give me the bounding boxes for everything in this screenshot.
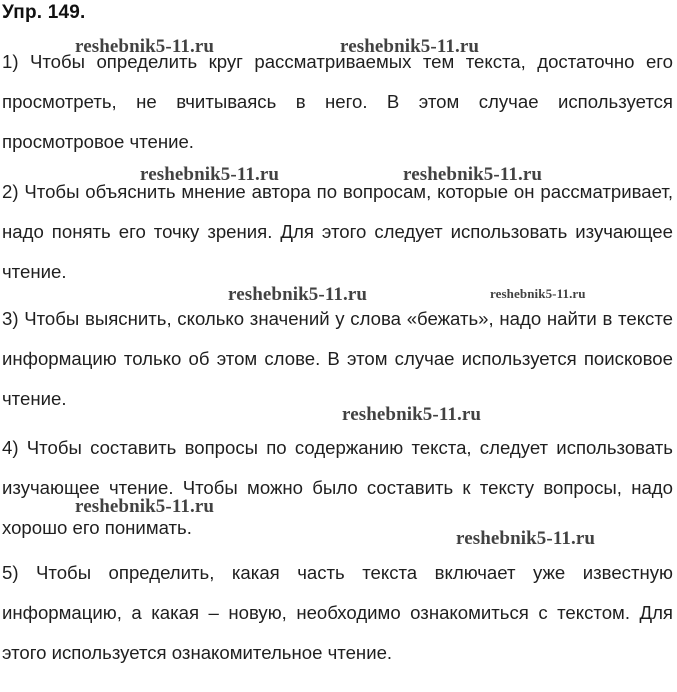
paragraph-1: 1) Чтобы определить круг рассматриваемых тем текста, достаточно его просмотреть, не вчитываясь в него. В этом случае используется просмотровое чтение. [2,51,673,152]
watermark: reshebnik5-11.ru [456,528,596,549]
paragraph-3: 3) Чтобы выяснить, сколько значений у слова «бежать», надо найти в тексте информацию только об этом слове. В этом случае используется поисковое чтение. [2,308,673,409]
watermark: reshebnik5-11.ru [75,36,215,57]
exercise-title: Упр. 149. [2,2,86,23]
watermark: reshebnik5-11.ru [342,404,482,425]
watermark: reshebnik5-11.ru [340,36,480,57]
watermark: reshebnik5-11.ru [140,164,280,185]
paragraph-5: 5) Чтобы определить, какая часть текста включает уже известную информацию, а какая – новую, необходимо ознакомиться с текстом. Для этого используется ознакомительное чтение. [2,562,673,663]
watermark: reshebnik5-11.ru [490,286,586,301]
paragraph-2: 2) Чтобы объяснить мнение автора по вопросам, которые он рассматривает, надо понять его точку зрения. Для этого следует использовать изучающее чтение. [2,181,673,282]
watermark: reshebnik5-11.ru [75,496,215,517]
paragraph-4: 4) Чтобы составить вопросы по содержанию текста, следует использовать изучающее чтение. Чтобы можно было составить к тексту вопросы, надо хорошо его понимать. [2,437,673,538]
watermark: reshebnik5-11.ru [228,284,368,305]
watermark: reshebnik5-11.ru [403,164,543,185]
